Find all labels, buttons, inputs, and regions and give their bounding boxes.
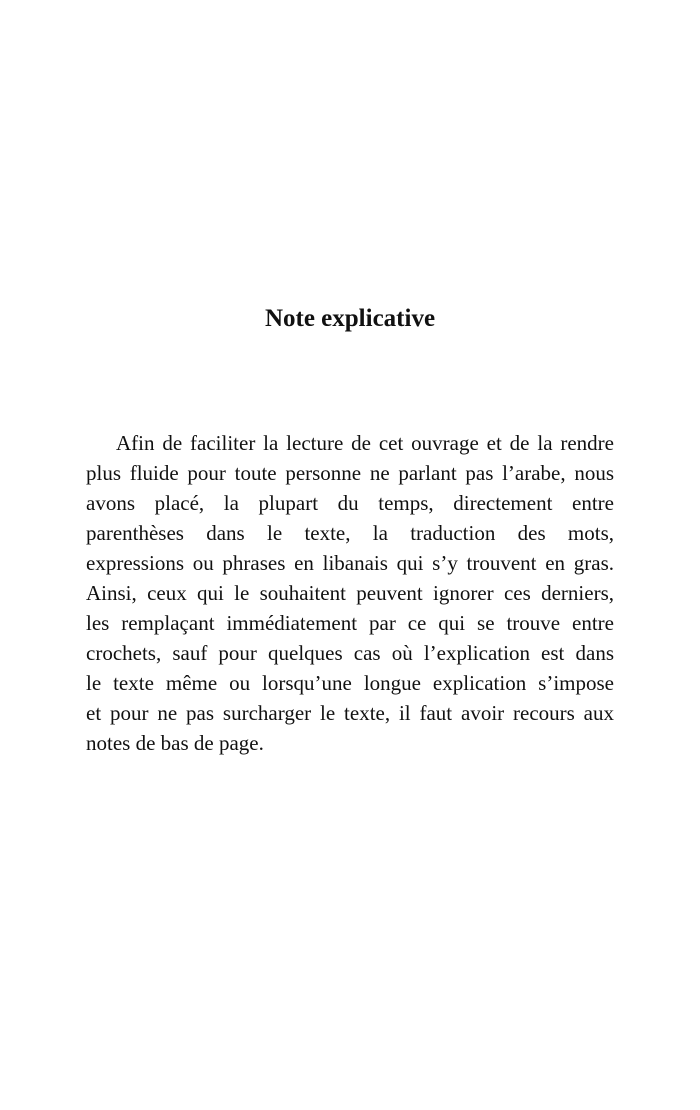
explanatory-paragraph — [86, 428, 614, 758]
paragraph-line: le texte même ou lorsqu’une longue explication s’impose — [86, 671, 614, 695]
paragraph-line: expressions ou phrases en libanais qui s’y trouvent en gras. — [86, 551, 614, 575]
paragraph-line: plus fluide pour toute personne ne parlant pas l’arabe, nous — [86, 461, 614, 485]
paragraph-line: notes de bas de page. — [86, 731, 264, 755]
paragraph-line: et pour ne pas surcharger le texte, il faut avoir recours aux — [86, 701, 614, 725]
paragraph-line: les remplaçant immédiatement par ce qui se trouve entre — [86, 611, 614, 635]
paragraph-line: Ainsi, ceux qui le souhaitent peuvent ignorer ces derniers, — [86, 581, 614, 605]
paragraph-line: crochets, sauf pour quelques cas où l’explication est dans — [86, 641, 614, 665]
paragraph-line: parenthèses dans le texte, la traduction des mots, — [86, 521, 614, 545]
paragraph-line: avons placé, la plupart du temps, directement entre — [86, 491, 614, 515]
page-title: Note explicative — [264, 305, 436, 332]
paragraph-line: Afin de faciliter la lecture de cet ouvrage et de la rendre — [116, 431, 614, 455]
